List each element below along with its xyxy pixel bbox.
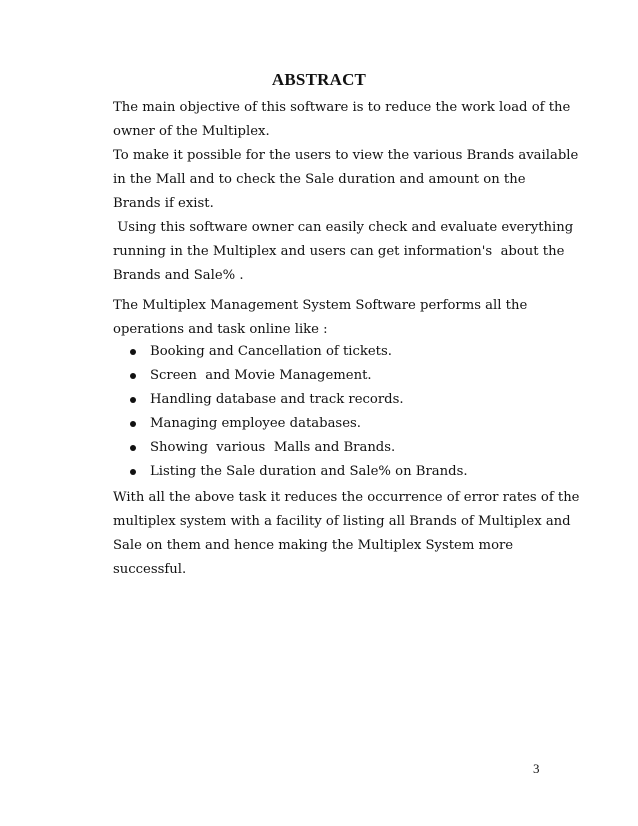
paragraph-1 — [113, 96, 579, 288]
text-line: The main objective of this software is to reduce the work load of the — [113, 100, 571, 115]
paragraph-2 — [113, 294, 553, 342]
list-item-text: Handling database and track records. — [150, 392, 404, 407]
list-item — [130, 340, 468, 364]
list-item — [130, 364, 468, 388]
paragraph-3 — [113, 486, 580, 582]
text-line: Brands and Sale% . — [113, 268, 244, 283]
bullet-icon — [130, 373, 136, 379]
text-line: With all the above task it reduces the occurrence of error rates of the — [113, 490, 580, 505]
text-line: The Multiplex Management System Software performs all the — [113, 298, 528, 313]
bullet-icon — [130, 397, 136, 403]
page-number: 3 — [533, 761, 540, 776]
bullet-icon — [130, 445, 136, 451]
page-title: ABSTRACT — [271, 70, 367, 89]
list-item-text: Screen and Movie Management. — [150, 368, 372, 383]
list-item — [130, 436, 468, 460]
text-line: successful. — [113, 562, 187, 577]
text-line: running in the Multiplex and users can get information's about the — [113, 244, 565, 259]
text-line: Using this software owner can easily check and evaluate everything — [113, 220, 574, 235]
list-item — [130, 388, 468, 412]
text-line: in the Mall and to check the Sale duration and amount on the — [113, 172, 526, 187]
list-item — [130, 460, 468, 484]
list-item-text: Managing employee databases. — [150, 416, 361, 431]
bullet-icon — [130, 349, 136, 355]
text-line: Brands if exist. — [113, 196, 214, 211]
text-line: multiplex system with a facility of listing all Brands of Multiplex and — [113, 514, 571, 529]
bullet-icon — [130, 469, 136, 475]
list-item-text: Booking and Cancellation of tickets. — [150, 344, 392, 359]
list-item — [130, 412, 468, 436]
text-line: owner of the Multiplex. — [113, 124, 270, 139]
text-line: To make it possible for the users to view the various Brands available — [113, 148, 579, 163]
text-line: operations and task online like : — [113, 322, 328, 337]
text-line: Sale on them and hence making the Multiplex System more — [113, 538, 514, 553]
bullet-icon — [130, 421, 136, 427]
list-item-text: Listing the Sale duration and Sale% on Brands. — [150, 464, 468, 479]
feature-list — [130, 340, 468, 484]
list-item-text: Showing various Malls and Brands. — [150, 440, 396, 455]
